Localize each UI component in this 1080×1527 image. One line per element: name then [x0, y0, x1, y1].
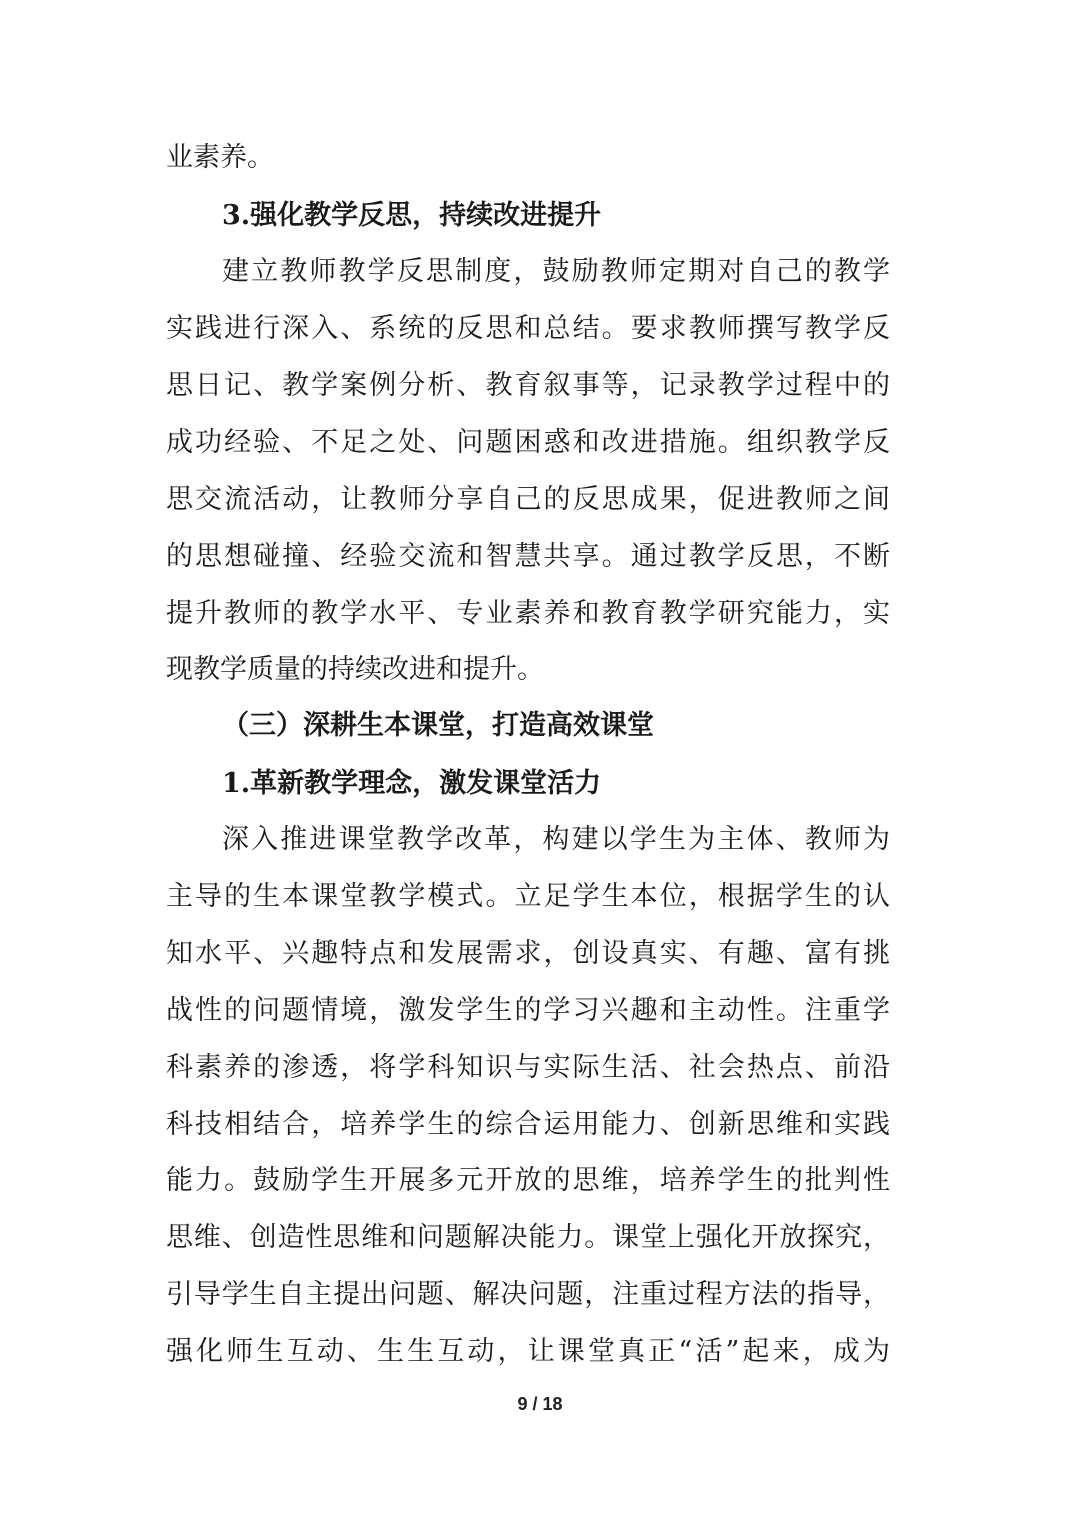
paragraph-line: 主导的生本课堂教学模式。立足学生本位，根据学生的认: [166, 881, 890, 912]
section-heading-three: （三）深耕生本课堂，打造高效课堂: [222, 710, 654, 741]
paragraph-line: 提升教师的教学水平、专业素养和教育教学研究能力，实: [166, 598, 890, 629]
paragraph-line: 思交流活动，让教师分享自己的反思成果，促进教师之间: [166, 484, 890, 515]
paragraph-line: 业素养。: [166, 142, 274, 173]
paragraph-line: 能力。鼓励学生开展多元开放的思维，培养学生的批判性: [166, 1165, 890, 1196]
paragraph-line: 现教学质量的持续改进和提升。: [166, 654, 544, 685]
paragraph-line: 科素养的渗透，将学科知识与实际生活、社会热点、前沿: [166, 1052, 890, 1083]
section-heading-1: 1.革新教学理念，激发课堂活力: [222, 768, 602, 799]
paragraph-line: 知水平、兴趣特点和发展需求，创设真实、有趣、富有挑: [166, 938, 890, 969]
paragraph-line: 思维、创造性思维和问题解决能力。课堂上强化开放探究，: [166, 1222, 890, 1253]
paragraph-line: 实践进行深入、系统的反思和总结。要求教师撰写教学反: [166, 313, 890, 344]
paragraph-line: 建立教师教学反思制度，鼓励教师定期对自己的教学: [222, 256, 890, 287]
paragraph-line: 成功经验、不足之处、问题困惑和改进措施。组织教学反: [166, 427, 890, 458]
section-heading-3: 3.强化教学反思，持续改进提升: [222, 200, 602, 231]
paragraph-line: 科技相结合，培养学生的综合运用能力、创新思维和实践: [166, 1109, 890, 1140]
paragraph-line: 思日记、教学案例分析、教育叙事等，记录教学过程中的: [166, 370, 890, 401]
page-number: 9 / 18: [517, 1394, 563, 1414]
paragraph-line: 引导学生自主提出问题、解决问题，注重过程方法的指导，: [166, 1279, 890, 1310]
paragraph-line: 的思想碰撞、经验交流和智慧共享。通过教学反思，不断: [166, 541, 890, 572]
paragraph-line: 深入推进课堂教学改革，构建以学生为主体、教师为: [222, 824, 890, 855]
paragraph-line: 强化师生互动、生生互动，让课堂真正“活”起来，成为: [166, 1336, 890, 1367]
paragraph-line: 战性的问题情境，激发学生的学习兴趣和主动性。注重学: [166, 995, 890, 1026]
